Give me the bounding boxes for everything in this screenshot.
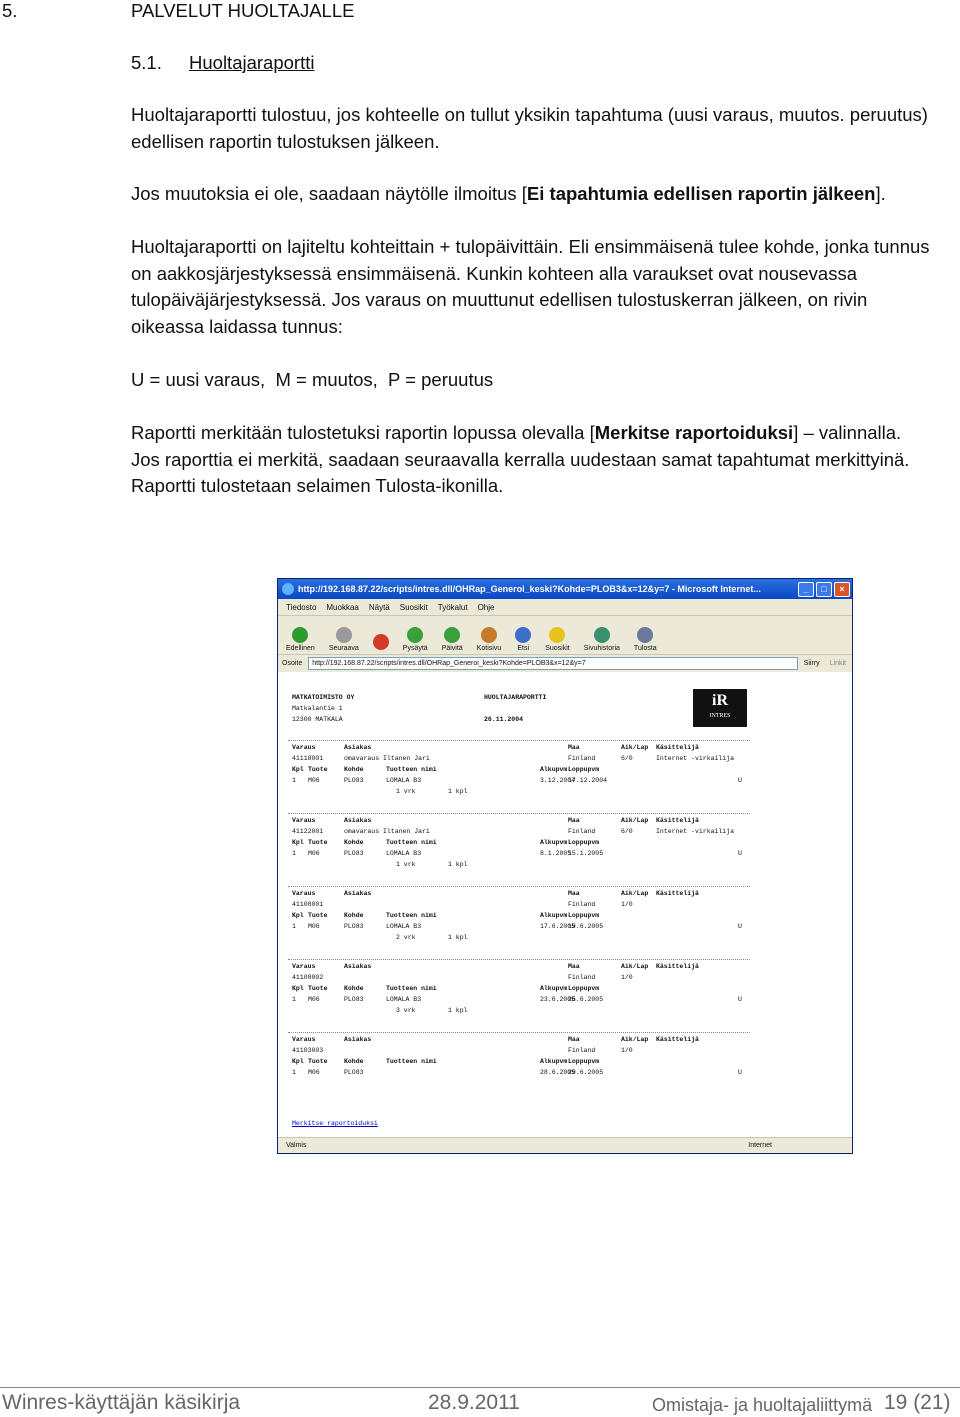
column-label: Loppupvm — [568, 766, 600, 773]
toolbar-button[interactable] — [329, 627, 359, 654]
column-label: Asiakas — [344, 963, 372, 970]
ie-icon — [282, 583, 294, 595]
reservation-value: 1/0 — [621, 974, 633, 981]
reservation-value: 15.1.2005 — [568, 850, 604, 857]
column-label: Loppupvm — [568, 839, 600, 846]
column-label: Alkupvm — [540, 985, 568, 992]
paragraph-text — [131, 420, 931, 500]
reservation-value: PLO83 — [344, 923, 364, 930]
footer-section: Omistaja- ja huoltajaliittymä — [652, 1395, 873, 1415]
forward-icon — [336, 627, 352, 643]
footer-doc-title: Winres-käyttäjän käsikirja — [2, 1391, 241, 1414]
status-text: Valmis — [286, 1142, 307, 1149]
divider — [288, 813, 750, 814]
close-icon[interactable]: × — [834, 582, 850, 597]
toolbar-button[interactable] — [286, 627, 315, 654]
column-label: Varaus — [292, 1036, 316, 1043]
company-name: MATKATOIMISTO OY — [292, 694, 355, 701]
reservation-value: U — [738, 923, 742, 930]
column-label: Tuote — [308, 1058, 328, 1065]
subsection-heading — [131, 52, 314, 74]
divider — [288, 740, 750, 741]
reservation-value: 1 kpl — [448, 1007, 468, 1014]
browser-menubar — [278, 599, 852, 616]
paragraph-4 — [131, 367, 931, 394]
reservation-value: 1 vrk — [396, 861, 416, 868]
toolbar-button-label: Päivitä — [441, 645, 463, 652]
column-label: Alkupvm — [540, 1058, 568, 1065]
reservation-value: 8.1.2005 — [540, 850, 572, 857]
column-label: Kpl — [292, 1058, 304, 1065]
reservation-value: 26.6.2005 — [568, 996, 604, 1003]
reservation-value: Finland — [568, 828, 596, 835]
toolbar-button-label: Sivuhistoria — [583, 645, 620, 652]
browser-toolbar — [278, 616, 852, 655]
reservation-value: Finland — [568, 974, 596, 981]
minimize-icon[interactable]: _ — [798, 582, 814, 597]
browser-titlebar — [278, 579, 852, 599]
column-label: Käsittelijä — [656, 744, 699, 751]
column-label: Kpl — [292, 839, 304, 846]
reservation-value: 1/0 — [621, 1047, 633, 1054]
reservation-value: LOMALA B3 — [386, 996, 422, 1003]
toolbar-button[interactable] — [545, 627, 570, 654]
toolbar-button[interactable] — [584, 627, 620, 654]
column-label: Käsittelijä — [656, 963, 699, 970]
reservation-value: PLO83 — [344, 996, 364, 1003]
reservation-value: 2 vrk — [396, 934, 416, 941]
paragraph-2 — [131, 181, 931, 208]
bold-text: Merkitse raportoiduksi — [594, 422, 794, 443]
reservation-value: Finland — [568, 755, 596, 762]
reservation-value: 3.12.2004 — [540, 777, 576, 784]
menu-item[interactable]: Suosikit — [399, 602, 428, 612]
refresh-icon — [444, 627, 460, 643]
text-span: ] – valinnalla. Jos raporttia ei merkitä, saadaan seuraavalla kerralla uudestaan samat tapahtumat merkittyinä. Raportti tulostetaan selaimen Tulosta-ikonilla. — [131, 422, 910, 496]
divider — [288, 959, 750, 960]
reservation-value: 3 vrk — [396, 1007, 416, 1014]
reservation-value: 1 — [292, 850, 296, 857]
column-label: Asiakas — [344, 744, 372, 751]
print-icon — [637, 627, 653, 643]
reservation-value: 17.12.2004 — [568, 777, 608, 784]
column-label: Kpl — [292, 985, 304, 992]
text-span: ]. — [875, 183, 886, 204]
report-date: 26.11.2004 — [484, 716, 524, 723]
section-number: 5. — [2, 0, 18, 21]
text-span: Raportti merkitään tulostetuksi raportin lopussa olevalla [ — [131, 422, 595, 443]
column-label: Tuote — [308, 766, 328, 773]
paragraph-text: Huoltajaraportti tulostuu, jos kohteelle on tullut yksikin tapahtuma (uusi varaus, muutos. peruutus) edellisen raportin tulostuksen jälkeen. — [131, 104, 928, 152]
footer-date: 28.9.2011 — [428, 1391, 520, 1414]
back-icon — [292, 627, 308, 643]
column-label: Maa — [568, 963, 580, 970]
divider — [288, 886, 750, 887]
reservation-value: 1 — [292, 777, 296, 784]
column-label: Kohde — [344, 985, 364, 992]
reservation-value: 41108002 — [292, 974, 324, 981]
footer-divider — [0, 1387, 960, 1388]
column-label: Maa — [568, 1036, 580, 1043]
column-label: Kpl — [292, 766, 304, 773]
reservation-value: 29.6.2005 — [568, 1069, 604, 1076]
text-span: Jos muutoksia ei ole, saadaan näytölle ilmoitus [ — [131, 183, 527, 204]
reservation-value: M06 — [308, 777, 320, 784]
column-label: Kohde — [344, 912, 364, 919]
address-input[interactable]: http://192.168.87.22/scripts/intres.dll/OHRap_Generoi_keski?Kohde=PLOB3&x=12&y=7 — [308, 657, 797, 670]
reservation-value: 6/0 — [621, 755, 633, 762]
reservation-value: M06 — [308, 1069, 320, 1076]
toolbar-button[interactable] — [515, 627, 531, 654]
reservation-value: 1 vrk — [396, 788, 416, 795]
column-label: Loppupvm — [568, 1058, 600, 1065]
reservation-value: M06 — [308, 850, 320, 857]
subsection-number: 5.1. — [131, 52, 162, 73]
reservation-value: 1 — [292, 1069, 296, 1076]
column-label: Tuotteen nimi — [386, 985, 437, 992]
reservation-value: Finland — [568, 901, 596, 908]
reservation-value: LOMALA B3 — [386, 850, 422, 857]
menu-item[interactable]: Tiedosto — [286, 602, 317, 612]
menu-item[interactable]: Ohje — [477, 602, 495, 612]
reservation-value: 1 kpl — [448, 788, 468, 795]
column-label: Maa — [568, 817, 580, 824]
report-page — [278, 672, 852, 1137]
mark-reported-link[interactable]: Merkitse raportoiduksi — [292, 1120, 378, 1127]
column-label: Kohde — [344, 839, 364, 846]
reservation-value: M06 — [308, 923, 320, 930]
column-label: Asiakas — [344, 817, 372, 824]
toolbar-button-label: Etsi — [517, 645, 530, 652]
reservation-value: 1 — [292, 923, 296, 930]
column-label: Asiakas — [344, 890, 372, 897]
column-label: Maa — [568, 890, 580, 897]
reservation-value: U — [738, 777, 742, 784]
toolbar-button[interactable] — [634, 627, 657, 654]
column-label: Varaus — [292, 963, 316, 970]
reservation-value: omavaraus Iltanen Jari — [344, 755, 430, 762]
toolbar-button-label: Tulosta — [633, 645, 657, 652]
browser-statusbar — [278, 1137, 852, 1153]
go-button[interactable]: Siirry — [803, 660, 820, 667]
column-label: Käsittelijä — [656, 890, 699, 897]
reservation-value: 17.6.2005 — [540, 923, 576, 930]
column-label: Tuotteen nimi — [386, 912, 437, 919]
home-icon — [481, 627, 497, 643]
column-label: Asiakas — [344, 1036, 372, 1043]
column-label: Tuote — [308, 912, 328, 919]
column-label: Tuotteen nimi — [386, 839, 437, 846]
reservation-value: 41108001 — [292, 901, 324, 908]
reservation-value: 1/0 — [621, 901, 633, 908]
links-label[interactable]: Linkit — [829, 660, 846, 667]
column-label: Alkupvm — [540, 912, 568, 919]
toolbar-button[interactable] — [373, 634, 389, 654]
column-label: Käsittelijä — [656, 817, 699, 824]
toolbar-button-label: Kotisivu — [476, 645, 502, 652]
column-label: Tuotteen nimi — [386, 1058, 437, 1065]
paragraph-text: U = uusi varaus, M = muutos, P = peruutus — [131, 369, 494, 390]
column-label: Varaus — [292, 744, 316, 751]
toolbar-button[interactable] — [477, 627, 502, 654]
toolbar-button-label: Edellinen — [286, 645, 315, 652]
reservation-value: U — [738, 850, 742, 857]
reservation-value: Finland — [568, 1047, 596, 1054]
bold-text: Ei tapahtumia edellisen raportin jälkeen — [526, 183, 876, 204]
address-bar — [278, 655, 852, 673]
reservation-value: PLO83 — [344, 777, 364, 784]
column-label: Käsittelijä — [656, 1036, 699, 1043]
history-icon — [594, 627, 610, 643]
column-label: Aik/Lap — [621, 744, 649, 751]
column-label: Varaus — [292, 817, 316, 824]
toolbar-button-label: Seuraava — [328, 645, 359, 652]
column-label: Aik/Lap — [621, 890, 649, 897]
paragraph-5 — [131, 420, 931, 500]
divider — [288, 1032, 750, 1033]
menu-item[interactable]: Työkalut — [437, 602, 468, 612]
reservation-value: LOMALA B3 — [386, 777, 422, 784]
refresh-icon — [407, 627, 423, 643]
column-label: Tuote — [308, 985, 328, 992]
reservation-value: 23.6.2005 — [540, 996, 576, 1003]
reservation-value: 19.6.2005 — [568, 923, 604, 930]
toolbar-button[interactable] — [403, 627, 428, 654]
toolbar-button-label: Pysäytä — [402, 645, 428, 652]
column-label: Alkupvm — [540, 839, 568, 846]
menu-item[interactable]: Muokkaa — [326, 602, 359, 612]
paragraph-text: Huoltajaraportti on lajiteltu kohteittain + tulopäivittäin. Eli ensimmäisenä tulee kohde, jonka tunnus on aakkosjärjestyksessä ensimmäisenä. Kunkin kohteen alla varaukset ovat nousevassa tulopäiväjärjestyksessä. Jos varaus on muuttunut edellisen tulostuskerran jälkeen, on rivin oikeassa laidassa tunnus: — [131, 236, 930, 337]
paragraph-text — [131, 181, 931, 208]
reservation-value: 1 kpl — [448, 861, 468, 868]
column-label: Aik/Lap — [621, 963, 649, 970]
column-label: Alkupvm — [540, 766, 568, 773]
stop-icon — [373, 634, 389, 650]
menu-item[interactable]: Näytä — [368, 602, 390, 612]
reservation-value: 1 — [292, 996, 296, 1003]
column-label: Aik/Lap — [621, 817, 649, 824]
browser-title: http://192.168.87.22/scripts/intres.dll/OHRap_Generoi_keski?Kohde=PLOB3&x=12&y=7 - Microsoft Internet... — [298, 584, 761, 594]
column-label: Kohde — [344, 1058, 364, 1065]
internet-zone: Internet — [748, 1142, 772, 1149]
company-city: 12300 MATKALA — [292, 716, 343, 723]
reservation-value: 1 kpl — [448, 934, 468, 941]
paragraph-3 — [131, 234, 931, 340]
reservation-value: U — [738, 996, 742, 1003]
reservation-value: PLO83 — [344, 1069, 364, 1076]
column-label: Kpl — [292, 912, 304, 919]
search-icon — [515, 627, 531, 643]
section-title: PALVELUT HUOLTAJALLE — [131, 0, 355, 21]
column-label: Maa — [568, 744, 580, 751]
subsection-title: Huoltajaraportti — [189, 52, 315, 73]
browser-screenshot — [277, 578, 853, 1154]
toolbar-button-label: Suosikit — [545, 645, 570, 652]
reservation-value: omavaraus Iltanen Jari — [344, 828, 430, 835]
address-label: Osoite — [282, 660, 303, 667]
reservation-value: Internet -virkailija — [656, 828, 735, 835]
column-label: Tuote — [308, 839, 328, 846]
footer-page: 19 (21) — [884, 1391, 951, 1414]
reservation-value: Internet -virkailija — [656, 755, 735, 762]
reservation-value: 28.6.2005 — [540, 1069, 576, 1076]
reservation-value: 6/0 — [621, 828, 633, 835]
column-label: Tuotteen nimi — [386, 766, 437, 773]
reservation-value: U — [738, 1069, 742, 1076]
column-label: Varaus — [292, 890, 316, 897]
reservation-value: M06 — [308, 996, 320, 1003]
column-label: Aik/Lap — [621, 1036, 649, 1043]
logo-text: INTRES — [709, 713, 731, 719]
column-label: Loppupvm — [568, 912, 600, 919]
favorites-icon — [549, 627, 565, 643]
reservation-value: 41103003 — [292, 1047, 324, 1054]
reservation-value: LOMALA B3 — [386, 923, 422, 930]
reservation-value: PLO83 — [344, 850, 364, 857]
paragraph-1 — [131, 102, 931, 155]
reservation-value: 41122001 — [292, 828, 324, 835]
reservation-value: 41118001 — [292, 755, 324, 762]
report-title: HUOLTAJARAPORTTI — [484, 694, 547, 701]
column-label: Loppupvm — [568, 985, 600, 992]
toolbar-button[interactable] — [442, 627, 463, 654]
column-label: Kohde — [344, 766, 364, 773]
maximize-icon[interactable]: □ — [816, 582, 832, 597]
company-street: Matkalantie 1 — [292, 705, 343, 712]
intres-logo: iR INTRES — [693, 689, 747, 727]
